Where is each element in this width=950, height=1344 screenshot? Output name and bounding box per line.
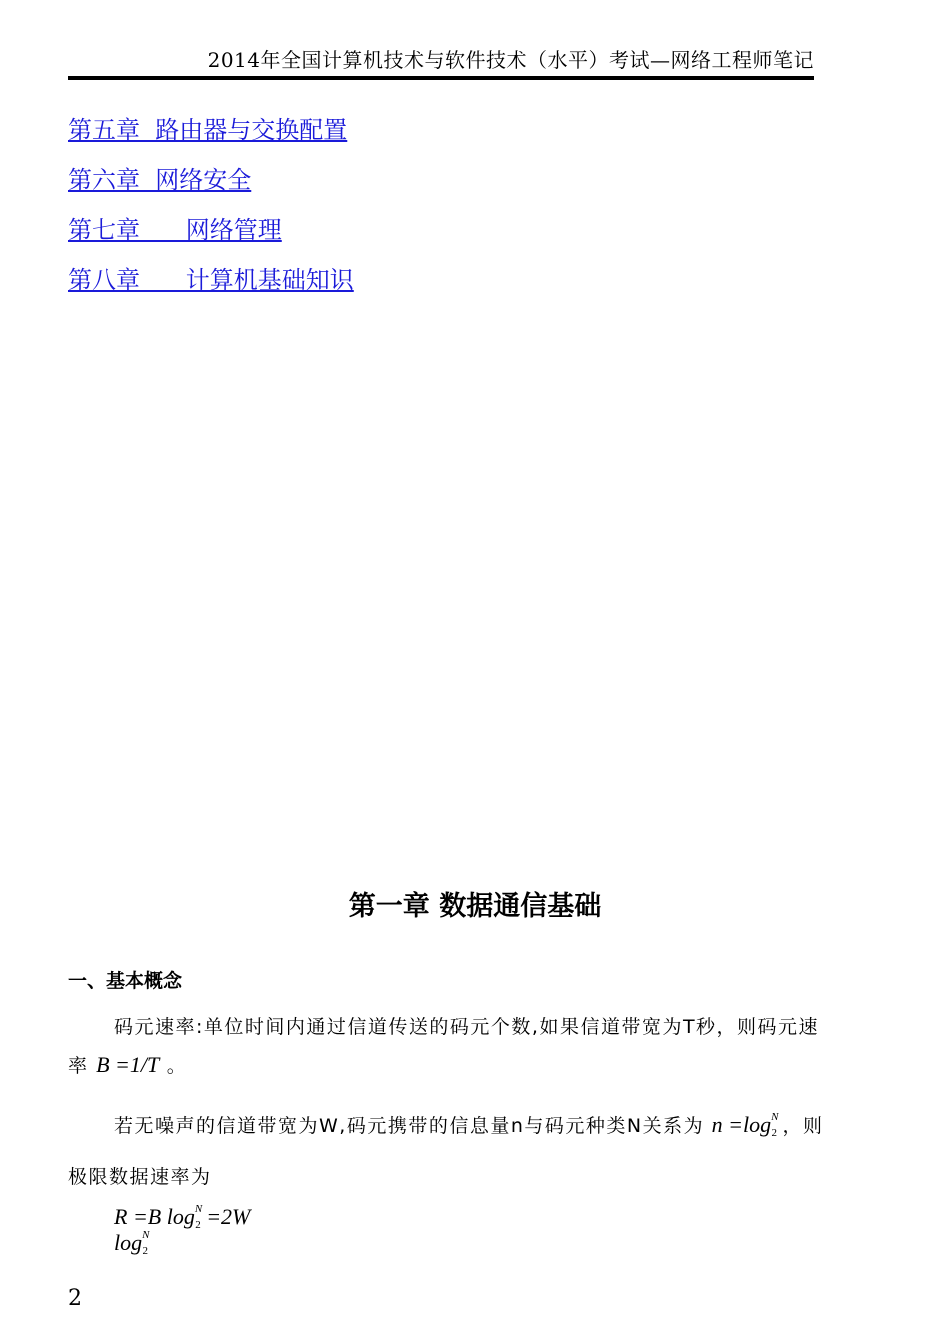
page-header-title: 2014年全国计算机技术与软件技术（水平）考试—网络工程师笔记 bbox=[207, 48, 814, 72]
toc-link-chapter-7[interactable]: 第七章 网络管理 bbox=[68, 216, 282, 244]
toc-item bbox=[68, 110, 354, 160]
formula-subscript: 2 bbox=[771, 1127, 777, 1139]
formula-information-bits bbox=[712, 1112, 783, 1137]
paragraph-symbol-rate-line1: 码元速率:单位时间内通过信道传送的码元个数,如果信道带宽为T秒，则码元速 bbox=[114, 1016, 820, 1038]
toc-link-chapter-5[interactable]: 第五章 路由器与交换配置 bbox=[68, 116, 348, 144]
paragraph-text: 若无噪声的信道带宽为W,码元携带的信息量n与码元种类N关系为 bbox=[114, 1115, 705, 1137]
paragraph-symbol-rate-line2 bbox=[68, 1054, 904, 1076]
formula-subscript: 2 bbox=[195, 1219, 201, 1231]
formula-subscript: 2 bbox=[142, 1245, 148, 1257]
formula-symbol-rate bbox=[96, 1052, 159, 1077]
header-divider bbox=[68, 76, 814, 80]
paragraph-text: ，则 bbox=[782, 1115, 824, 1137]
chapter-title: 第一章 数据通信基础 bbox=[348, 891, 602, 922]
formula-superscript: N bbox=[771, 1111, 779, 1123]
toc-link-chapter-6[interactable]: 第六章 网络安全 bbox=[68, 166, 252, 194]
toc-item bbox=[68, 160, 354, 210]
formula-text: n =log bbox=[711, 1112, 772, 1137]
paragraph-data-rate-line1 bbox=[68, 1111, 904, 1139]
formula-text: =2W log bbox=[114, 1204, 251, 1255]
paragraph-text: 率 bbox=[68, 1055, 89, 1077]
formula-superscript: N bbox=[142, 1229, 150, 1241]
formula-max-data-rate bbox=[114, 1204, 290, 1256]
formula-text: B =1/T bbox=[96, 1052, 160, 1077]
formula-superscript: N bbox=[194, 1203, 203, 1215]
toc-item bbox=[68, 210, 354, 260]
section-title: 一、基本概念 bbox=[68, 970, 183, 992]
formula-text: R =B log bbox=[114, 1204, 195, 1229]
toc-item bbox=[68, 260, 354, 310]
page-number: 2 bbox=[68, 1286, 82, 1311]
paragraph-data-rate-line2: 极限数据速率为 bbox=[68, 1166, 212, 1188]
toc-link-chapter-8[interactable]: 第八章 计算机基础知识 bbox=[68, 266, 354, 294]
table-of-contents bbox=[68, 110, 354, 310]
paragraph-text: 。 bbox=[166, 1055, 188, 1077]
